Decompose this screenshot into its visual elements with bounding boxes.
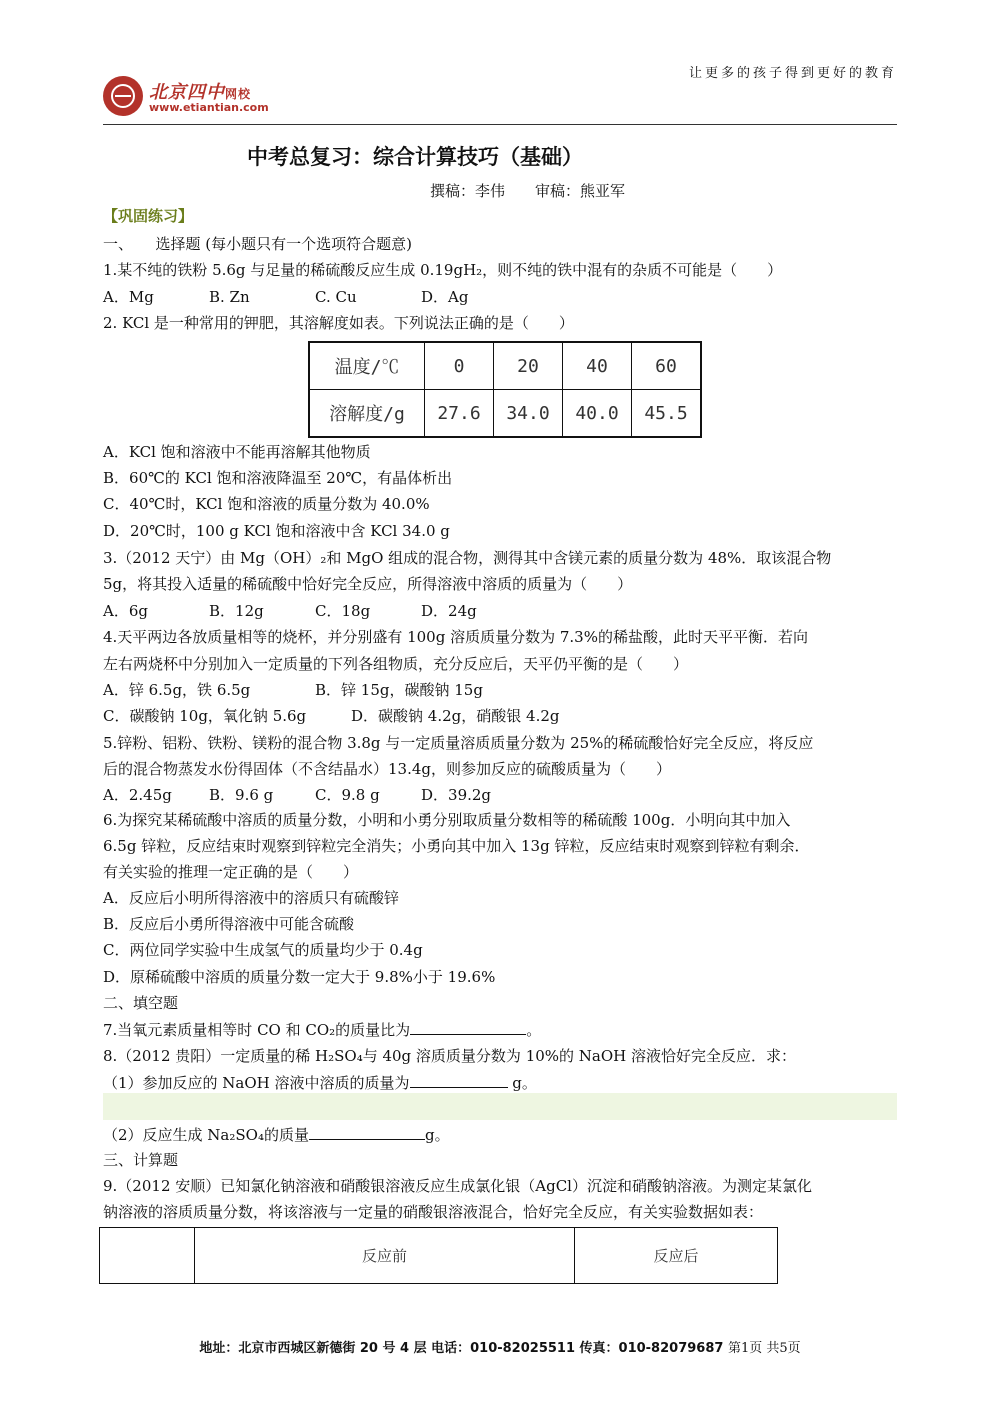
school-logo: [103, 76, 303, 118]
table-cell: 反应后: [575, 1228, 778, 1284]
q6-option-b: B．反应后小勇所得溶液中可能含硫酸: [103, 915, 355, 933]
question-9-line2: 钠溶液的溶质质量分数，将该溶液与一定量的硝酸银溶液混合，恰好完全反应，有关实验数据如表：: [103, 1203, 764, 1221]
header-divider: [103, 124, 897, 125]
table-cell: 27.6: [425, 390, 494, 438]
page-title: 中考总复习：综合计算技巧（基础）: [247, 144, 583, 169]
q8-1-text: （1）参加反应的 NaOH 溶液中溶质的质量为: [103, 1074, 410, 1092]
question-8-part2: [103, 1124, 900, 1145]
experiment-data-table: [99, 1227, 778, 1284]
q8-2-text: （2）反应生成 Na₂SO₄的质量: [103, 1126, 309, 1144]
logo-url: www.etiantian.com: [149, 101, 269, 114]
q8-2-unit: g。: [424, 1126, 450, 1144]
q7-text: 7.当氧元素质量相等时 CO 和 CO₂的质量比为: [103, 1021, 411, 1039]
q5-option-c: C．9.8 g: [315, 786, 380, 804]
q6-option-c: C．两位同学实验中生成氢气的质量均少于 0.4g: [103, 941, 423, 959]
table-cell: 40: [563, 342, 632, 390]
question-8-part1: [103, 1072, 900, 1093]
question-7: [103, 1019, 900, 1040]
table-cell: 60: [632, 342, 702, 390]
question-4-line2: 左右两烧杯中分别加入一定质量的下列各组物质，充分反应后，天平仍平衡的是（ ）: [103, 655, 689, 673]
footer-page-number: 第1页 共5页: [727, 1341, 801, 1356]
q5-option-a: A．2.45g: [103, 786, 172, 804]
question-6-line3: 有关实验的推理一定正确的是（ ）: [103, 863, 359, 881]
q5-option-d: D．39.2g: [421, 786, 492, 804]
question-5-line2: 后的混合物蒸发水份得固体（不含结晶水）13.4g，则参加反应的硫酸质量为（ ）: [103, 760, 672, 778]
q1-option-b: B. Zn: [209, 288, 250, 306]
q1-option-a: A．Mg: [103, 288, 154, 306]
q3-option-d: D．24g: [421, 602, 477, 620]
question-2: 2. KCl 是一种常用的钾肥，其溶解度如表。下列说法正确的是（ ）: [103, 314, 574, 332]
q6-option-a: A．反应后小明所得溶液中的溶质只有硫酸锌: [103, 889, 399, 907]
table-cell: [100, 1228, 195, 1284]
part1-heading: 一、 选择题 (每小题只有一个选项符合题意): [103, 235, 412, 253]
q2-option-c: C．40℃时，KCl 饱和溶液的质量分数为 40.0%: [103, 495, 430, 513]
authors-line: 撰稿：李伟 审稿：熊亚军: [430, 182, 626, 200]
question-6-line1: 6.为探究某稀硫酸中溶质的质量分数，小明和小勇分别取质量分数相等的稀硫酸 100g．小明向其中加入: [103, 811, 791, 829]
q3-option-c: C．18g: [315, 602, 371, 620]
q3-option-b: B．12g: [209, 602, 264, 620]
logo-name: 北京四中网校: [149, 82, 252, 103]
q7-answer-blank[interactable]: [410, 1019, 526, 1035]
q8-1-unit: g。: [507, 1074, 537, 1092]
q1-option-c: C. Cu: [315, 288, 357, 306]
footer-address: 地址：北京市西城区新德街 20 号 4 层 电话：010-82025511 传真：010-82079687: [199, 1341, 724, 1356]
part2-heading: 二、填空题: [103, 994, 179, 1012]
q6-option-d: D．原稀硫酸中溶质的质量分数一定大于 9.8%小于 19.6%: [103, 968, 496, 986]
table-cell: 0: [425, 342, 494, 390]
highlight-band: [103, 1093, 897, 1120]
q4-option-d: D．碳酸钠 4.2g，硝酸银 4.2g: [351, 707, 560, 725]
q3-option-a: A．6g: [103, 602, 148, 620]
question-3-line1: 3.（2012 天宁）由 Mg（OH）₂和 MgO 组成的混合物，测得其中含镁元素的质量分数为 48%．取该混合物: [103, 549, 832, 567]
q7-end: 。: [526, 1021, 542, 1039]
q4-option-b: B．锌 15g，碳酸钠 15g: [315, 681, 483, 699]
q2-option-b: B．60℃的 KCl 饱和溶液降温至 20℃，有晶体析出: [103, 469, 453, 487]
table-cell: 34.0: [494, 390, 563, 438]
table-row: [100, 1228, 778, 1284]
section-label: 【巩固练习】: [103, 207, 194, 225]
table-cell: 40.0: [563, 390, 632, 438]
header-slogan: 让更多的孩子得到更好的教育: [688, 66, 897, 81]
page-footer: [0, 1337, 1000, 1356]
q2-option-d: D．20℃时，100 g KCl 饱和溶液中含 KCl 34.0 g: [103, 522, 450, 540]
solubility-table: [308, 341, 702, 438]
table-row: [309, 390, 701, 438]
table-cell: 反应前: [195, 1228, 575, 1284]
question-5-line1: 5.锌粉、铝粉、铁粉、镁粉的混合物 3.8g 与一定质量溶质质量分数为 25%的稀硫酸恰好完全反应，将反应: [103, 734, 814, 752]
table-row: [309, 342, 701, 390]
q8-2-answer-blank[interactable]: [309, 1124, 425, 1140]
table-cell: 20: [494, 342, 563, 390]
logo-seal-icon: [103, 76, 143, 116]
q8-1-answer-blank[interactable]: [410, 1072, 508, 1088]
q2-option-a: A．KCl 饱和溶液中不能再溶解其他物质: [103, 443, 371, 461]
question-6-line2: 6.5g 锌粒，反应结束时观察到锌粒完全消失；小勇向其中加入 13g 锌粒，反应结束时观察到锌粒有剩余．: [103, 837, 810, 855]
table-cell: 温度/℃: [309, 342, 425, 390]
q4-option-a: A．锌 6.5g，铁 6.5g: [103, 681, 251, 699]
q4-option-c: C．碳酸钠 10g，氧化钠 5.6g: [103, 707, 307, 725]
part3-heading: 三、计算题: [103, 1151, 179, 1169]
question-8: 8.（2012 贵阳）一定质量的稀 H₂SO₄与 40g 溶质质量分数为 10%的 NaOH 溶液恰好完全反应．求：: [103, 1047, 797, 1065]
question-3-line2: 5g，将其投入适量的稀硫酸中恰好完全反应，所得溶液中溶质的质量为（ ）: [103, 575, 633, 593]
q1-option-d: D．Ag: [421, 288, 469, 306]
table-cell: 45.5: [632, 390, 702, 438]
question-1: 1.某不纯的铁粉 5.6g 与足量的稀硫酸反应生成 0.19gH₂，则不纯的铁中混有的杂质不可能是（ ）: [103, 261, 783, 279]
q5-option-b: B．9.6 g: [209, 786, 274, 804]
table-cell: 溶解度/g: [309, 390, 425, 438]
question-4-line1: 4.天平两边各放质量相等的烧杯，并分别盛有 100g 溶质质量分数为 7.3%的稀盐酸，此时天平平衡．若向: [103, 628, 808, 646]
question-9-line1: 9.（2012 安顺）已知氯化钠溶液和硝酸银溶液反应生成氯化银（AgCl）沉淀和硝酸钠溶液。为测定某氯化: [103, 1177, 812, 1195]
